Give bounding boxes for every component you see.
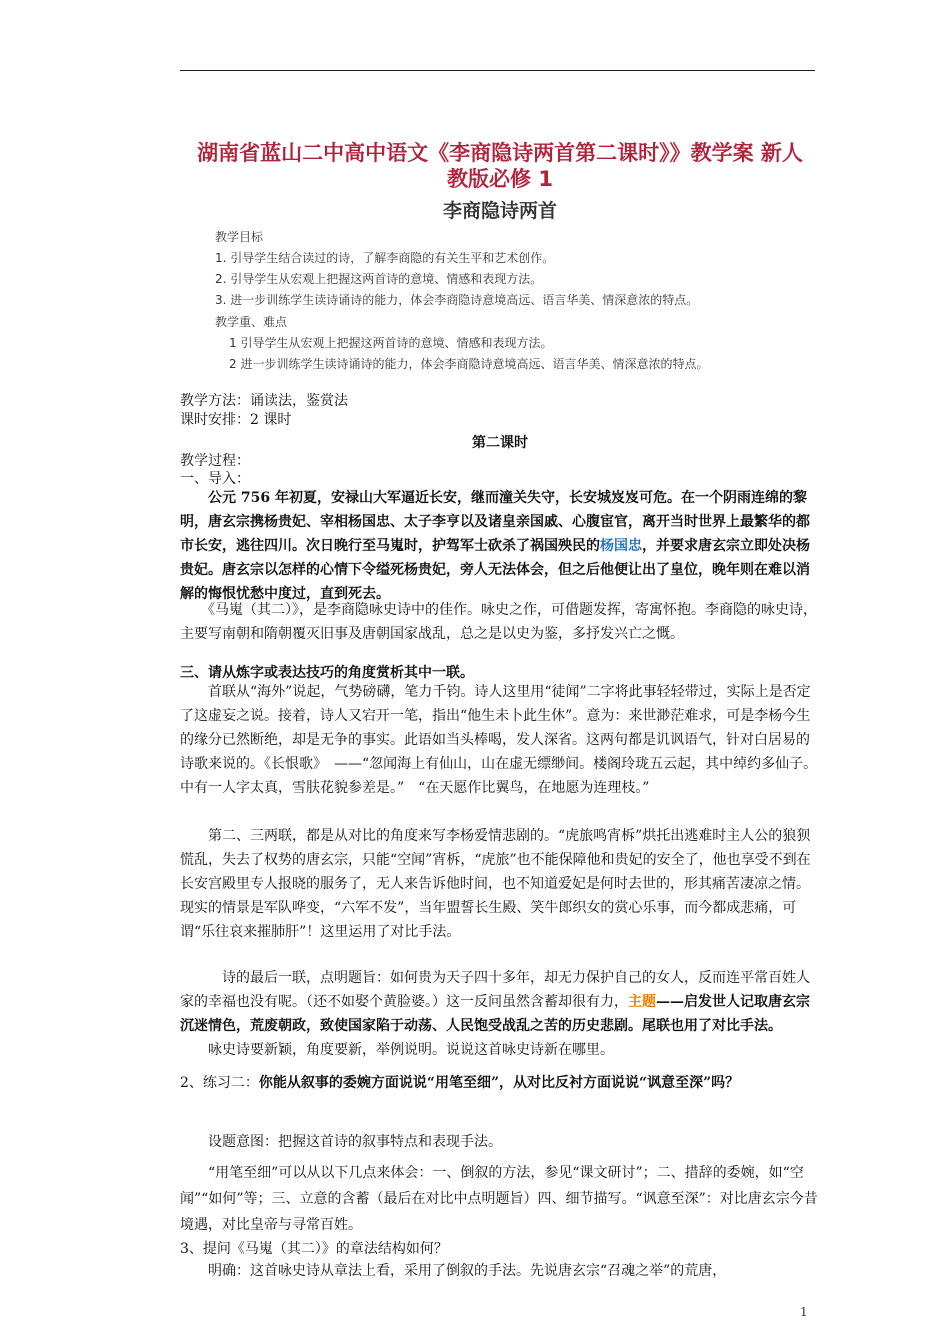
intro-highlight-name: 杨国忠 bbox=[600, 538, 642, 554]
answer-text: 明确：这首咏史诗从章法上看，采用了倒叙的手法。先说唐玄宗“召魂之举”的荒唐， bbox=[180, 1263, 727, 1279]
section3-heading: 三、请从炼字或表达技巧的角度赏析其中一联。 bbox=[180, 665, 474, 681]
theme-label: 主题 bbox=[628, 994, 656, 1010]
process-label: 教学过程： bbox=[180, 453, 250, 469]
intro-paragraph bbox=[180, 486, 820, 606]
example-paragraph: 咏史诗要新颖，角度要新，举例说明。说说这首咏史诗新在哪里。 bbox=[180, 1042, 614, 1058]
objective-item: 1. 引导学生结合读过的诗，了解李商隐的有关生平和艺术创作。 bbox=[215, 251, 555, 265]
document-subtitle: 李商隐诗两首 bbox=[442, 200, 557, 222]
header-rule bbox=[180, 70, 815, 71]
page-number: 1 bbox=[800, 1305, 808, 1319]
document-title-line2: 教版必修 1 bbox=[447, 167, 553, 191]
objective-item: 2. 引导学生从宏观上把握这两首诗的意境、情感和表现方法。 bbox=[215, 272, 543, 286]
second-couplet-paragraph: 第二、三两联，都是从对比的角度来写李杨爱情悲剧的。“虎旅鸣宵柝”烘托出逃难时主人公的狼狈慌乱，失去了权势的唐玄宗，只能“空闻”宵柝，“虎旅”也不能保障他和贵妃的安全了，他也享受不到在长安宫殿里专人报晓的服务了，无人来告诉他时间，也不知道爱妃是何时去世的，形其痛苦凄凉之情。现实的情景是军队哗变，“六军不发”，当年盟誓长生殿、笑牛郎织女的赏心乐事，而今都成悲痛，可谓“乐往哀来摧肺肝”！这里运用了对比手法。 bbox=[180, 828, 811, 940]
keypoint-item: 2 进一步训练学生读诗诵诗的能力，体会李商隐诗意境高远、语言华美、情深意浓的特点。 bbox=[229, 357, 709, 371]
first-couplet-paragraph: 首联从“海外”说起，气势磅礴，笔力千钧。诗人这里用“徒闻”二字将此事轻轻带过，实际上是否定了这虚妄之说。接着，诗人又宕开一笔，指出“他生未卜此生休”。意为：来世渺茫难求，可是李杨今生的缘分已然断绝，却是无争的事实。此语如当头棒喝，发人深省。这两句都是讥讽语气，针对白居易的诗歌来说的。《长恨歌》 ——“忽闻海上有仙山，山在虚无缥缈间。楼阁玲珑五云起，其中绰约多仙子。中有一人字太真，雪肤花貌参差是。” “在天愿作比翼鸟，在地愿为连理枝。” bbox=[180, 684, 818, 796]
theme-text: ——启发世人记取唐玄宗沉迷情色，荒废朝政，致使国家陷于动荡、人民饱受战乱之苦的历史悲剧。尾联也用了对比手法。 bbox=[180, 994, 810, 1034]
last-couplet-paragraph bbox=[180, 966, 820, 1038]
detail-paragraph: “用笔至细”可以从以下几点来体会：一、倒叙的方法，参见“课文研讨”；二、措辞的委婉，如“空闻”“如何”等；三、立意的含蓄（最后在对比中点明题旨）四、细节描写。“讽意至深”：对比唐玄宗今昔境遇，对比皇帝与寻常百姓。 bbox=[180, 1165, 818, 1233]
exercise2 bbox=[180, 1070, 820, 1096]
document-title-line1: 湖南省蓝山二中高中语文《李商隐诗两首第二课时》》教学案 新人 bbox=[197, 141, 803, 165]
teaching-method: 教学方法：诵读法，鉴赏法 bbox=[180, 393, 348, 409]
design-intent: 设题意图：把握这首诗的叙事特点和表现手法。 bbox=[180, 1134, 502, 1150]
keypoints-heading: 教学重、难点 bbox=[215, 315, 288, 329]
exercise2-label: 2、练习二： bbox=[180, 1075, 259, 1091]
lesson-schedule: 课时安排：2 课时 bbox=[180, 412, 292, 428]
lesson-heading: 第二课时 bbox=[472, 435, 528, 451]
mawei-paragraph: 《马嵬（其二）》，是李商隐咏史诗中的佳作。咏史之作，可借题发挥，寄寓怀抱。李商隐的咏史诗，主要写南朝和隋朝覆灭旧事及唐朝国家战乱，总之是以史为鉴，多抒发兴亡之慨。 bbox=[180, 602, 817, 642]
keypoint-item: 1 引导学生从宏观上把握这两首诗的意境、情感和表现方法。 bbox=[229, 336, 553, 350]
intro-heading: 一、导入： bbox=[180, 471, 250, 487]
last-couplet-text: 诗的最后一联，点明题旨：如何贵为天子四十多年，却无力保护自己的女人，反而连平常百姓人家的幸福也没有呢。（还不如娶个黄脸婆。）这一反问虽然含蓄却很有力， bbox=[180, 970, 810, 1010]
intro-text-b: ，并要求唐玄宗立即处决杨贵妃。唐玄宗以怎样的心情下令缢死杨贵妃，旁人无法体会，但之后他便让出了皇位，晚年则在难以消解的悔恨忧愁中度过，直到死去。 bbox=[180, 538, 810, 602]
question3: 3、提问《马嵬（其二）》的章法结构如何？ bbox=[180, 1241, 448, 1257]
objective-item: 3. 进一步训练学生读诗诵诗的能力，体会李商隐诗意境高远、语言华美、情深意浓的特点。 bbox=[215, 293, 699, 307]
objectives-heading: 教学目标 bbox=[215, 230, 264, 244]
intro-text-a: 公元 756 年初夏，安禄山大军逼近长安，继而潼关失守，长安城岌岌可危。在一个阴雨连绵的黎明，唐玄宗携杨贵妃、宰相杨国忠、太子李亨以及诸皇亲国戚、心腹宦官，离开当时世界上最繁华的都市长安，逃往四川。次日晚行至马嵬时，护驾军士砍杀了祸国殃民的 bbox=[180, 490, 810, 554]
exercise2-question: 你能从叙事的委婉方面说说“用笔至细”，从对比反衬方面说说“讽意至深”吗？ bbox=[258, 1075, 740, 1091]
